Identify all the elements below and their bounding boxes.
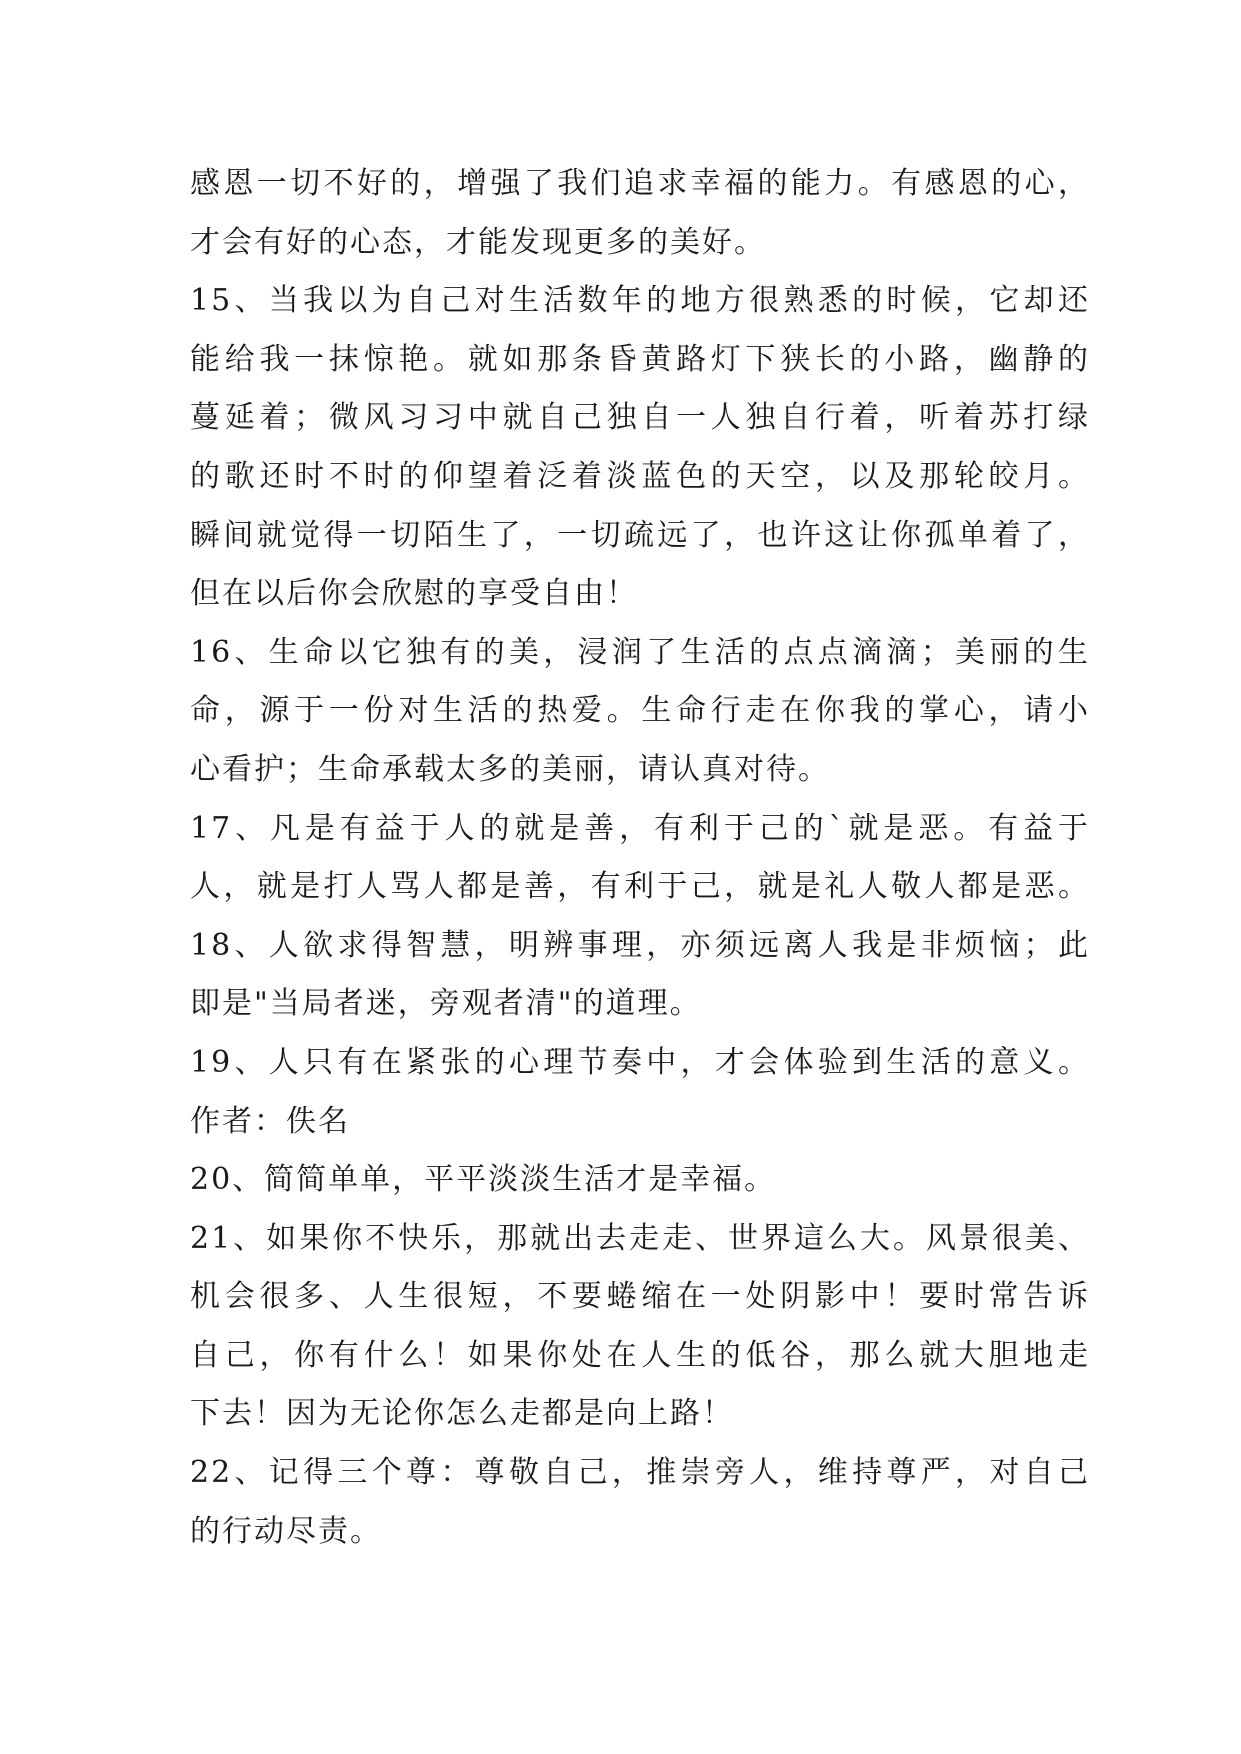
- text-line: 命，源于一份对生活的热爱。生命行走在你我的掌心，请小: [190, 693, 1090, 729]
- text-line: 人，就是打人骂人都是善，有利于己，就是礼人敬人都是恶。: [190, 869, 1090, 905]
- text-line: 蔓延着；微风习习中就自己独自一人独自行着，听着苏打绿: [190, 400, 1090, 436]
- text-line: 感恩一切不好的，增强了我们追求幸福的能力。有感恩的心，: [190, 166, 1090, 201]
- text-line: 22、记得三个尊：尊敬自己，推崇旁人，维持尊严，对自己: [190, 1455, 1090, 1491]
- text-line: 能给我一抹惊艳。就如那条昏黄路灯下狭长的小路，幽静的: [190, 341, 1090, 377]
- text-line: 18、人欲求得智慧，明辨事理，亦须远离人我是非烦恼；此: [190, 927, 1090, 963]
- text-line: 的歌还时不时的仰望着泛着淡蓝色的天空，以及那轮皎月。: [190, 458, 1090, 494]
- text-line: 瞬间就觉得一切陌生了，一切疏远了，也许这让你孤单着了，: [190, 517, 1090, 553]
- text-line: 才会有好的心态，才能发现更多的美好。: [190, 224, 766, 260]
- text-line: 心看护；生命承载太多的美丽，请认真对待。: [190, 751, 830, 787]
- text-line: 15、当我以为自己对生活数年的地方很熟悉的时候，它却还: [190, 283, 1090, 319]
- text-line: 即是"当局者迷，旁观者清"的道理。: [190, 986, 702, 1022]
- text-line: 17、凡是有益于人的就是善，有利于己的`就是恶。有益于: [190, 810, 1090, 846]
- document-body: [190, 155, 1090, 1561]
- text-line: 下去！因为无论你怎么走都是向上路！: [190, 1396, 734, 1432]
- text-line: 机会很多、人生很短，不要蜷缩在一处阴影中！要时常告诉: [190, 1279, 1090, 1315]
- text-line: 16、生命以它独有的美，浸润了生活的点点滴滴；美丽的生: [190, 634, 1090, 670]
- text-line: 19、人只有在紧张的心理节奏中，才会体验到生活的意义。: [190, 1044, 1090, 1080]
- text-line: 20、简简单单，平平淡淡生活才是幸福。: [190, 1162, 777, 1198]
- text-line: 的行动尽责。: [190, 1513, 382, 1549]
- text-line: 但在以后你会欣慰的享受自由！: [190, 576, 638, 612]
- text-line: 自己，你有什么！如果你处在人生的低谷，那么就大胆地走: [190, 1337, 1090, 1373]
- text-line: 21、如果你不快乐，那就出去走走、世界這么大。风景很美、: [190, 1220, 1090, 1256]
- text-line: 作者：佚名: [190, 1103, 350, 1139]
